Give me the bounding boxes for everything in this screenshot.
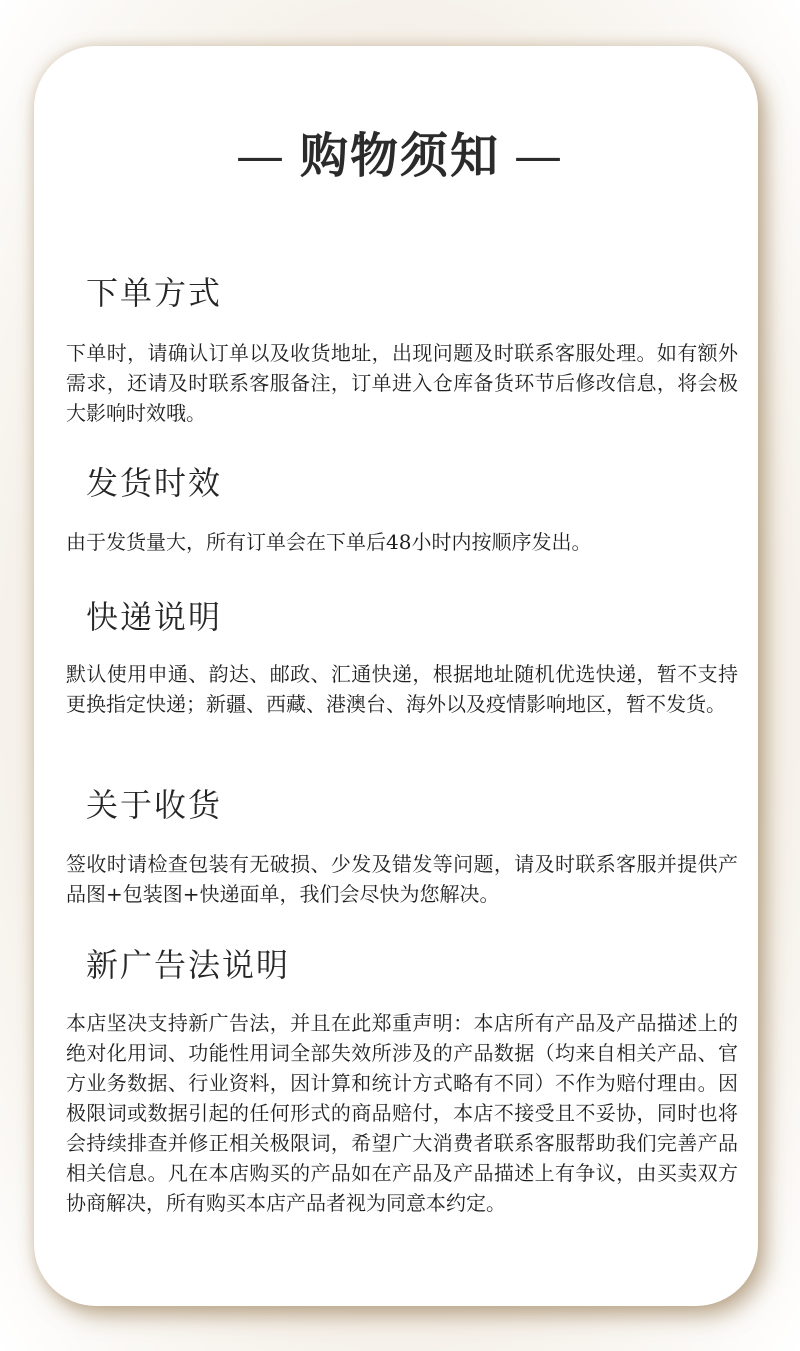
section-body-shipping-time: 由于发货量大，所有订单会在下单后48小时内按顺序发出。 [66, 530, 592, 554]
section-heading-order-method: 下单方式 [86, 274, 223, 312]
section-heading-courier: 快递说明 [86, 598, 223, 636]
section-body-order-method: 下单时，请确认订单以及收货地址，出现问题及时联系客服处理。如有额外需求，还请及时联系客服备注，订单进入仓库备货环节后修改信息，将会极大影响时效哦。 [66, 341, 738, 425]
section-body-ad-law: 本店坚决支持新广告法，并且在此郑重声明：本店所有产品及产品描述上的绝对化用词、功能性用词全部失效所涉及的产品数据（均来自相关产品、官方业务数据、行业资料，因计算和统计方式略有不同）不作为赔付理由。因极限词或数据引起的任何形式的商品赔付，本店不接受且不妥协，同时也将会持续排查并修正相关极限词，希望广大消费者联系客服帮助我们完善产品相关信息。凡在本店购买的产品如在产品及产品描述上有争议，由买卖双方协商解决，所有购买本店产品者视为同意本约定。 [66, 1011, 738, 1215]
section-heading-shipping-time: 发货时效 [86, 464, 223, 502]
page-title [0, 128, 800, 184]
title-text: 购物须知 [299, 128, 500, 184]
title-left-dash: — [235, 128, 286, 184]
section-heading-ad-law: 新广告法说明 [86, 946, 291, 984]
title-right-dash: — [514, 128, 564, 184]
section-body-receiving: 签收时请检查包装有无破损、少发及错发等问题，请及时联系客服并提供产品图+包装图+快递面单，我们会尽快为您解决。 [66, 852, 738, 906]
section-heading-receiving: 关于收货 [86, 786, 223, 824]
section-body-courier: 默认使用申通、韵达、邮政、汇通快递，根据地址随机优选快递，暂不支持更换指定快递；新疆、西藏、港澳台、海外以及疫情影响地区，暂不发货。 [66, 662, 738, 716]
